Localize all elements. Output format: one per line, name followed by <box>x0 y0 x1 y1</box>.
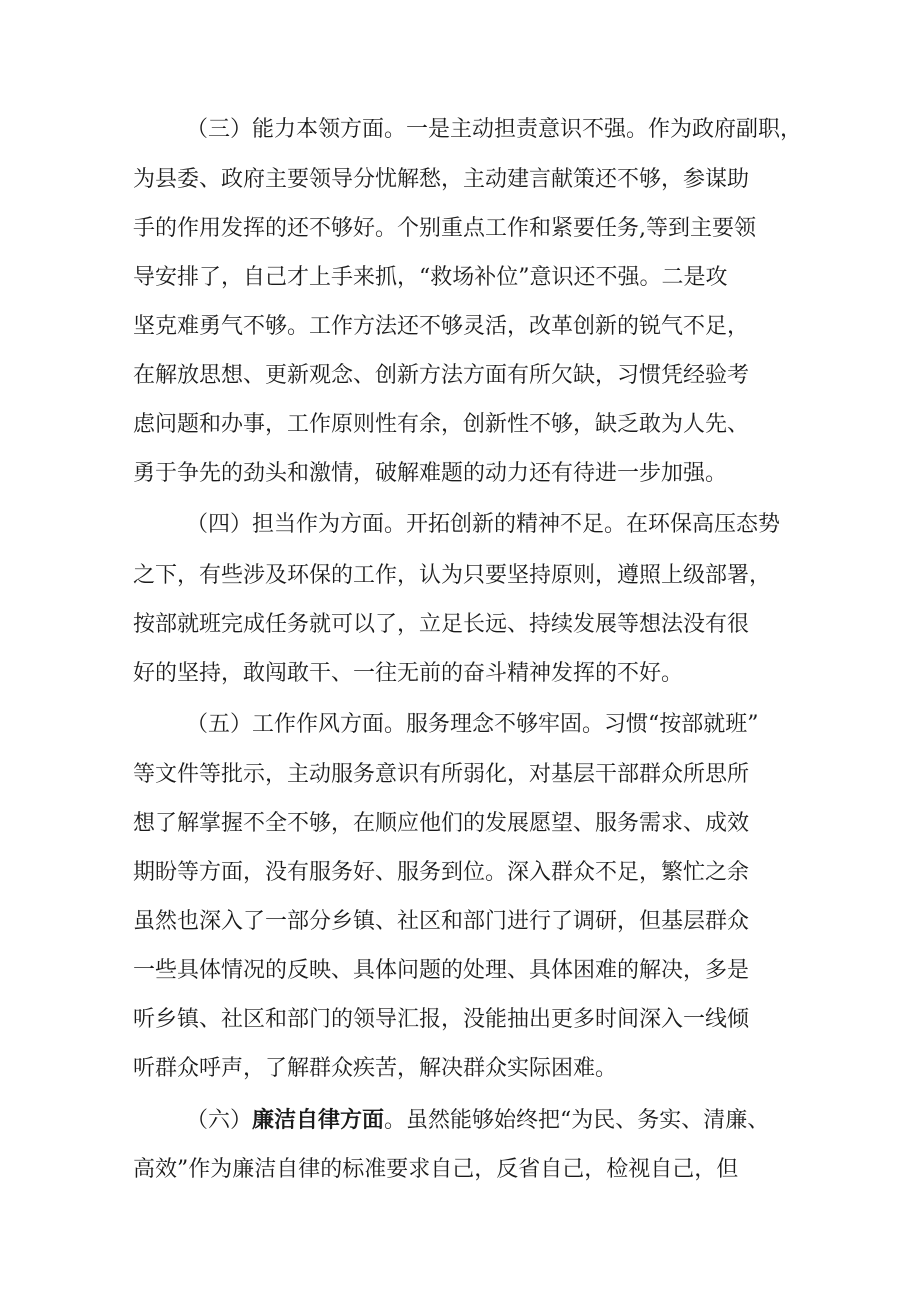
paragraph-line: 想了解掌握不全不够，在顺应他们的发展愿望、服务需求、成效 <box>133 811 750 836</box>
section-heading: 廉洁自律方面 <box>252 1107 385 1133</box>
paragraph-line: （五）工作作风方面。服务理念不够牢固。习惯“按部就班” <box>186 712 759 737</box>
paragraph-line: 手的作用发挥的还不够好。个别重点工作和紧要任务,等到主要领 <box>133 216 756 241</box>
paragraph-line <box>186 1104 813 1136</box>
paragraph-line: 期盼等方面，没有服务好、服务到位。深入群众不足，繁忙之余 <box>133 860 750 885</box>
section-prefix: （六） <box>186 1108 253 1133</box>
paragraph-line: 等文件等批示，主动服务意识有所弱化，对基层干部群众所思所 <box>133 762 750 787</box>
paragraph-line: 坚克难勇气不够。工作方法还不够灵活，改革创新的锐气不足， <box>133 314 750 339</box>
paragraph-line: 高效”作为廉洁自律的标准要求自己，反省自己，检视自己，但 <box>133 1157 739 1182</box>
paragraph-line: 虑问题和办事，工作原则性有余，创新性不够，缺乏敢为人先、 <box>133 412 750 437</box>
paragraph-line: 一些具体情况的反映、具体问题的处理、具体困难的解决，多是 <box>133 958 750 983</box>
paragraph-line: （三）能力本领方面。一是主动担责意识不强。作为政府副职， <box>186 117 803 142</box>
paragraph-line: 之下，有些涉及环保的工作，认为只要坚持原则，遵照上级部署， <box>133 563 772 588</box>
paragraph-line: 好的坚持，敢闯敢干、一往无前的奋斗精神发挥的不好。 <box>133 661 684 686</box>
paragraph-line: （四）担当作为方面。开拓创新的精神不足。在环保高压态势 <box>186 512 781 537</box>
paragraph-line: 导安排了，自己才上手来抓，“救场补位”意识还不强。二是攻 <box>133 265 728 290</box>
paragraph-line: 为县委、政府主要领导分忧解愁，主动建言献策还不够，参谋助 <box>133 167 750 192</box>
paragraph-line: 勇于争先的劲头和激情，破解难题的动力还有待进一步加强。 <box>133 461 728 486</box>
paragraph-line: 在解放思想、更新观念、创新方法方面有所欠缺，习惯凭经验考 <box>133 363 750 388</box>
paragraph-line: 按部就班完成任务就可以了，立足长远、持续发展等想法没有很 <box>133 612 750 637</box>
paragraph-line: 听乡镇、社区和部门的领导汇报，没能抽出更多时间深入一线倾 <box>133 1007 750 1032</box>
paragraph-line: 听群众呼声，了解群众疾苦，解决群众实际困难。 <box>133 1056 618 1081</box>
paragraph-line: 虽然也深入了一部分乡镇、社区和部门进行了调研，但基层群众 <box>133 909 750 934</box>
paragraph-text: 。虽然能够始终把“为民、务实、清廉、 <box>384 1108 770 1133</box>
